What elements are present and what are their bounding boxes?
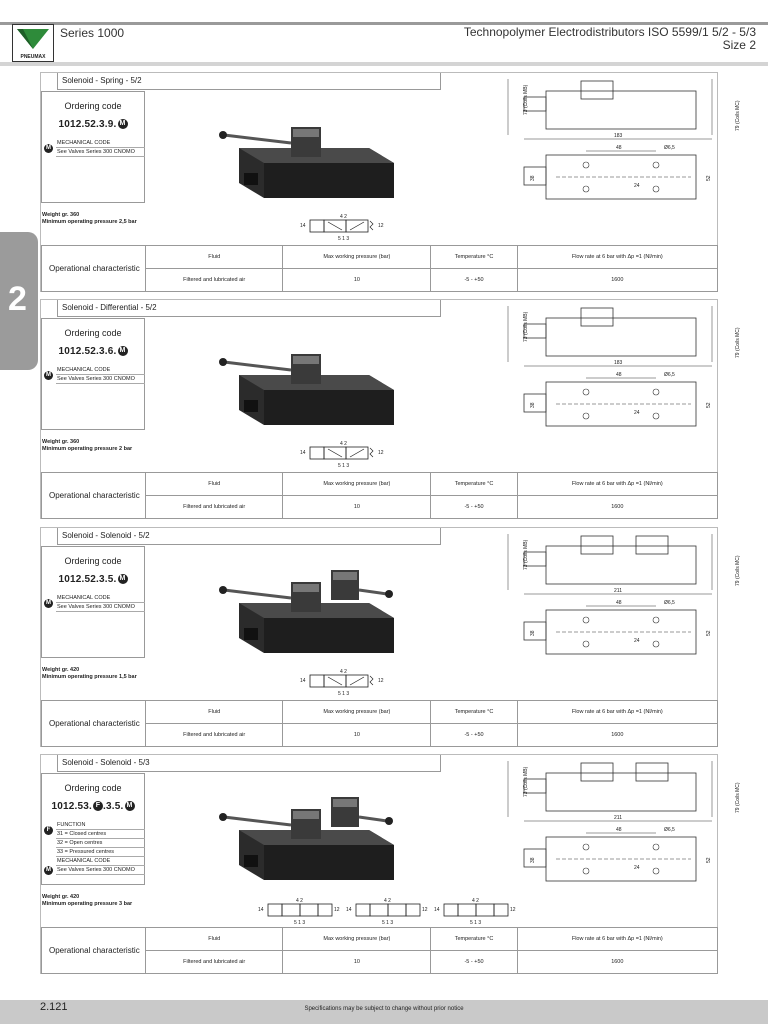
code-row: 33 = Pressured centres	[56, 848, 145, 857]
svg-text:12: 12	[510, 907, 516, 913]
dim-height-left: 73 (Coils MB)	[523, 539, 529, 570]
weight-info	[42, 439, 132, 453]
symbol-port-right: 12	[378, 678, 384, 684]
symbol-port-top: 4 2	[340, 669, 347, 675]
value-pressure: 10	[283, 724, 431, 747]
valve-photo	[209, 113, 419, 208]
ordering-code	[42, 801, 144, 812]
row-mark: M	[46, 372, 51, 379]
dim-mid: 24	[634, 865, 640, 871]
svg-text:4 2: 4 2	[296, 898, 303, 904]
dim-mid: 24	[634, 638, 640, 644]
value-fluid: Filtered and lubricated air	[146, 496, 283, 519]
characteristics-table	[41, 927, 718, 974]
valve-symbol	[296, 440, 396, 470]
value-fluid: Filtered and lubricated air	[146, 269, 283, 292]
symbol-port-bottom: 5 1 3	[338, 236, 350, 242]
header-pressure: Max working pressure (bar)	[283, 928, 431, 951]
row-mark: M	[46, 867, 51, 874]
svg-text:14: 14	[434, 907, 440, 913]
symbol-port-right: 12	[378, 450, 384, 456]
mechanical-code-mark: M	[119, 120, 126, 128]
row-mark: M	[46, 145, 51, 152]
code-row: See Valves Series 300 CNOMO	[56, 375, 145, 384]
header-pressure: Max working pressure (bar)	[283, 701, 431, 724]
row-mark: M	[46, 600, 51, 607]
value-temperature: -5 - +50	[431, 951, 517, 974]
symbol-port-bottom: 5 1 3	[338, 691, 350, 697]
dim-width: 211	[614, 588, 622, 594]
weight-text: Weight gr. 360	[42, 439, 80, 445]
weight-text: Weight gr. 420	[42, 667, 80, 673]
mechanical-code-mark: M	[119, 347, 126, 355]
symbol-port-left: 14	[300, 223, 306, 229]
operational-label: Operational characteristic	[42, 701, 146, 747]
mechanical-code-mark: M	[119, 575, 126, 583]
code-rows	[56, 366, 145, 384]
weight-text: Weight gr. 360	[42, 212, 80, 218]
valve-photo	[209, 568, 419, 663]
dimension-drawing	[496, 302, 741, 442]
svg-text:4 2: 4 2	[472, 898, 479, 904]
chapter-number: 2	[8, 280, 27, 318]
valve-symbol	[256, 897, 516, 927]
svg-text:14: 14	[258, 907, 264, 913]
symbol-port-right: 12	[378, 223, 384, 229]
dimension-drawing	[496, 530, 741, 670]
value-flow: 1600	[517, 724, 717, 747]
dim-hole: Ø6,5	[664, 600, 675, 606]
dim-height-right: 79 (Coils MC)	[735, 327, 741, 358]
code-row: MECHANICAL CODE	[56, 857, 145, 866]
dim-top: 48	[616, 145, 622, 151]
code-rows	[56, 594, 145, 612]
ordering-code-box	[41, 91, 145, 203]
value-temperature: -5 - +50	[431, 269, 517, 292]
dim-height-right: 79 (Coils MC)	[735, 100, 741, 131]
weight-info	[42, 667, 137, 681]
dim-width: 183	[614, 133, 623, 139]
symbol-port-left: 14	[300, 450, 306, 456]
header-fluid: Fluid	[146, 246, 283, 269]
document-title	[464, 26, 756, 52]
svg-text:12: 12	[334, 907, 340, 913]
section-title: Solenoid - Spring - 5/2	[57, 73, 441, 90]
operational-label: Operational characteristic	[42, 246, 146, 292]
value-temperature: -5 - +50	[431, 724, 517, 747]
dim-height-left: 73 (Coils MB)	[523, 766, 529, 797]
value-pressure: 10	[283, 496, 431, 519]
dim-mid: 24	[634, 183, 640, 189]
footer-note: Specifications may be subject to change without prior notice	[304, 1006, 464, 1012]
min-pressure-text: Minimum operating pressure 2,5 bar	[42, 219, 137, 225]
min-pressure-text: Minimum operating pressure 1,5 bar	[42, 674, 137, 680]
characteristics-table	[41, 245, 718, 292]
dim-side-right: 52	[706, 402, 712, 408]
value-flow: 1600	[517, 951, 717, 974]
mechanical-code-mark: M	[126, 802, 133, 810]
code-row: See Valves Series 300 CNOMO	[56, 148, 145, 157]
dimension-drawing	[496, 757, 741, 897]
header-fluid: Fluid	[146, 928, 283, 951]
dim-top: 48	[616, 372, 622, 378]
value-flow: 1600	[517, 269, 717, 292]
ordering-code-prefix: 1012.52.3.5.	[58, 574, 117, 585]
header-temperature: Temperature °C	[431, 701, 517, 724]
symbol-port-top: 4 2	[340, 441, 347, 447]
dim-side-left: 38	[530, 630, 536, 636]
weight-text: Weight gr. 420	[42, 894, 80, 900]
section-title: Solenoid - Differential - 5/2	[57, 300, 441, 317]
dim-side-left: 38	[530, 857, 536, 863]
dim-height-right: 79 (Coils MC)	[735, 782, 741, 813]
valve-photo	[209, 795, 419, 890]
dim-height-left: 73 (Coils MB)	[523, 84, 529, 115]
header-temperature: Temperature °C	[431, 246, 517, 269]
dim-side-right: 52	[706, 175, 712, 181]
characteristics-table	[41, 700, 718, 747]
dim-height-left: 73 (Coils MB)	[523, 311, 529, 342]
section-3	[40, 527, 741, 747]
min-pressure-text: Minimum operating pressure 2 bar	[42, 446, 133, 452]
dim-top: 48	[616, 600, 622, 606]
min-pressure-text: Minimum operating pressure 3 bar	[42, 901, 133, 907]
valve-symbol	[296, 668, 396, 698]
dim-hole: Ø6,5	[664, 372, 675, 378]
svg-text:5 1 3: 5 1 3	[294, 920, 306, 926]
symbol-port-bottom: 5 1 3	[338, 463, 350, 469]
code-rows	[56, 821, 145, 875]
weight-info	[42, 212, 137, 226]
header-flow: Flow rate at 6 bar with Δp =1 (Nl/min)	[517, 246, 717, 269]
ordering-code	[42, 119, 144, 130]
ordering-code-box	[41, 318, 145, 430]
value-pressure: 10	[283, 951, 431, 974]
section-title: Solenoid - Solenoid - 5/2	[57, 528, 441, 545]
svg-text:12: 12	[422, 907, 428, 913]
title-line-2: Size 2	[722, 38, 756, 52]
section-title: Solenoid - Solenoid - 5/3	[57, 755, 441, 772]
dim-side-right: 52	[706, 630, 712, 636]
ordering-code-box	[41, 546, 145, 658]
ordering-code	[42, 574, 144, 585]
ordering-code-label: Ordering code	[64, 328, 122, 338]
svg-text:14: 14	[346, 907, 352, 913]
pneumax-logo	[12, 24, 54, 62]
value-flow: 1600	[517, 496, 717, 519]
section-4	[40, 754, 741, 974]
svg-text:5 1 3: 5 1 3	[470, 920, 482, 926]
code-row: MECHANICAL CODE	[56, 594, 145, 603]
code-row: See Valves Series 300 CNOMO	[56, 603, 145, 612]
ordering-code-label: Ordering code	[64, 101, 122, 111]
symbol-port-left: 14	[300, 678, 306, 684]
header-pressure: Max working pressure (bar)	[283, 246, 431, 269]
ordering-code-prefix: 1012.53.	[51, 801, 93, 812]
title-line-1: Technopolymer Electrodistributors ISO 5599/1 5/2 - 5/3	[463, 25, 756, 39]
dim-hole: Ø6,5	[664, 145, 675, 151]
code-row: MECHANICAL CODE	[56, 139, 145, 148]
operational-label: Operational characteristic	[42, 473, 146, 519]
header-flow: Flow rate at 6 bar with Δp =1 (Nl/min)	[517, 701, 717, 724]
header-fluid: Fluid	[146, 701, 283, 724]
header-bottom-rule	[0, 62, 768, 66]
header-temperature: Temperature °C	[431, 473, 517, 496]
dim-hole: Ø6,5	[664, 827, 675, 833]
dim-width: 183	[614, 360, 623, 366]
chapter-tab	[0, 232, 38, 370]
series-label: Series 1000	[60, 26, 125, 40]
header-flow: Flow rate at 6 bar with Δp =1 (Nl/min)	[517, 928, 717, 951]
characteristics-table	[41, 472, 718, 519]
code-rows	[56, 139, 145, 157]
dim-width: 211	[614, 815, 622, 821]
footer-bar	[0, 1000, 768, 1024]
function-mark: F	[93, 801, 103, 811]
dim-top: 48	[616, 827, 622, 833]
dim-side-left: 38	[530, 175, 536, 181]
symbol-port-top: 4 2	[340, 214, 347, 220]
value-temperature: -5 - +50	[431, 496, 517, 519]
ordering-code-suffix: .3.5.	[103, 801, 124, 812]
operational-label: Operational characteristic	[42, 928, 146, 974]
row-mark: F	[44, 826, 53, 835]
ordering-code-box	[41, 773, 145, 885]
svg-text:PNEUMAX: PNEUMAX	[20, 54, 46, 60]
svg-text:5 1 3: 5 1 3	[382, 920, 394, 926]
dim-mid: 24	[634, 410, 640, 416]
code-row: FUNCTION	[56, 821, 145, 830]
section-1	[40, 72, 741, 292]
header-pressure: Max working pressure (bar)	[283, 473, 431, 496]
page-number: 2.121	[40, 1001, 68, 1013]
code-row: MECHANICAL CODE	[56, 366, 145, 375]
code-row: See Valves Series 300 CNOMO	[56, 866, 145, 875]
dim-side-left: 38	[530, 402, 536, 408]
svg-text:4 2: 4 2	[384, 898, 391, 904]
ordering-code-label: Ordering code	[64, 556, 122, 566]
valve-photo	[209, 340, 419, 435]
header-fluid: Fluid	[146, 473, 283, 496]
header-flow: Flow rate at 6 bar with Δp =1 (Nl/min)	[517, 473, 717, 496]
dim-height-right: 79 (Coils MC)	[735, 555, 741, 586]
valve-symbol	[296, 213, 396, 243]
weight-info	[42, 894, 132, 908]
dim-side-right: 52	[706, 857, 712, 863]
dimension-drawing	[496, 75, 741, 215]
code-row: 31 = Closed centres	[56, 830, 145, 839]
code-row: 32 = Open centres	[56, 839, 145, 848]
value-fluid: Filtered and lubricated air	[146, 951, 283, 974]
ordering-code	[42, 346, 144, 357]
header-temperature: Temperature °C	[431, 928, 517, 951]
ordering-code-prefix: 1012.52.3.9.	[58, 119, 117, 130]
ordering-code-label: Ordering code	[64, 783, 122, 793]
value-pressure: 10	[283, 269, 431, 292]
ordering-code-prefix: 1012.52.3.6.	[58, 346, 117, 357]
value-fluid: Filtered and lubricated air	[146, 724, 283, 747]
section-2	[40, 299, 741, 519]
